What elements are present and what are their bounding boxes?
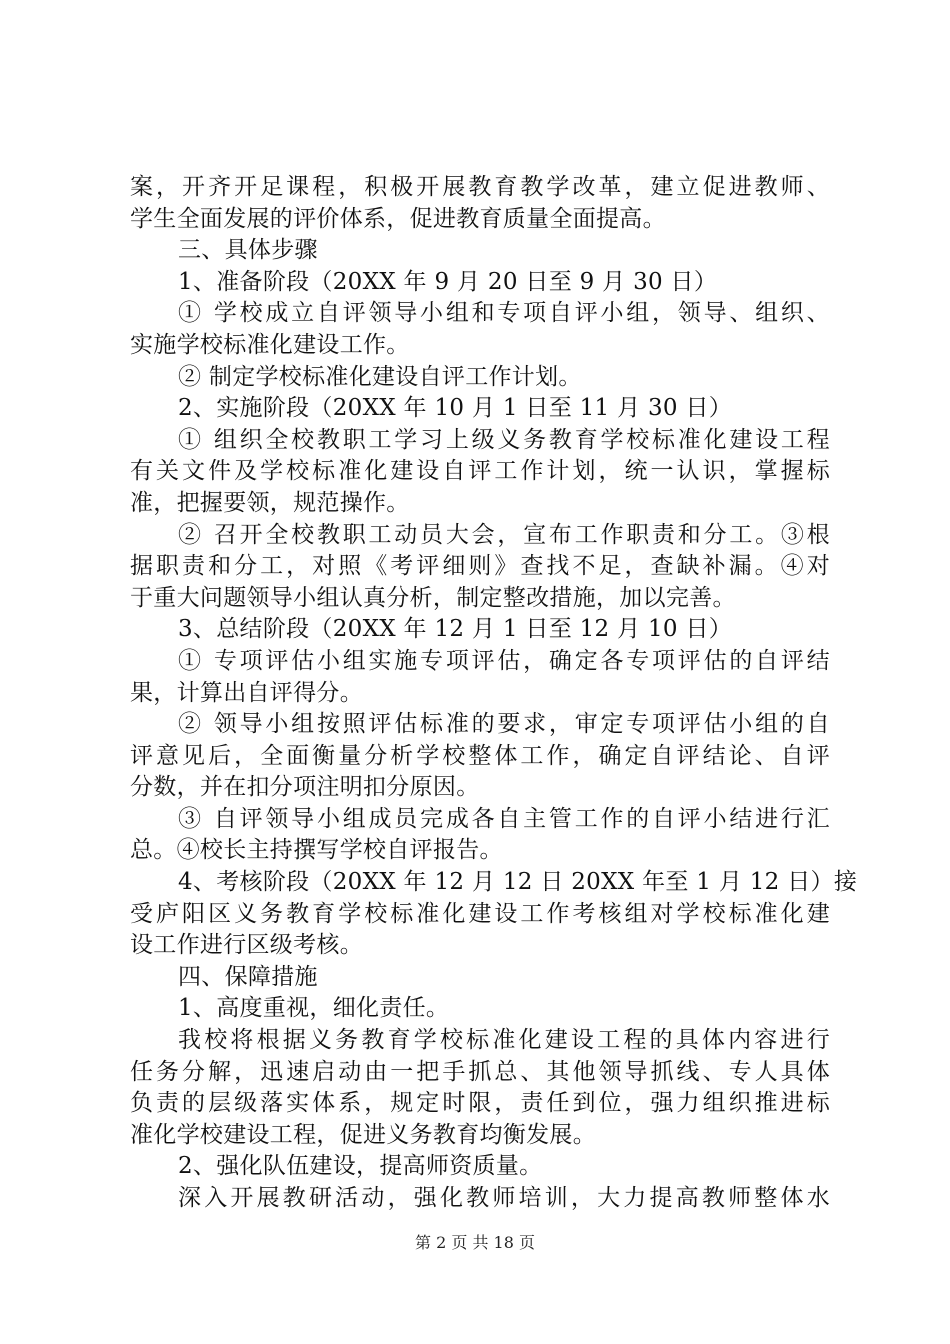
text-line: 四、保障措施 xyxy=(178,963,318,990)
text-line: 3、总结阶段（20XX 年 12 月 1 日至 12 月 10 日） xyxy=(178,616,733,643)
text-line: 2、强化队伍建设，提高师资质量。 xyxy=(178,1153,543,1180)
text-line: 有关文件及学校标准化建设自评工作计划，统一认识，掌握标 xyxy=(130,458,830,485)
text-line: 1、准备阶段（20XX 年 9 月 20 日至 9 月 30 日） xyxy=(178,268,718,295)
text-line: 案，开齐开足课程，积极开展教育教学改革，建立促进教师、 xyxy=(130,174,830,200)
text-line: 负责的层级落实体系，规定时限，责任到位，强力组织推进标 xyxy=(130,1090,830,1117)
text-line: 深入开展教研活动，强化教师培训，大力提高教师整体水 xyxy=(178,1185,830,1211)
text-line: 我校将根据义务教育学校标准化建设工程的具体内容进行 xyxy=(178,1027,830,1054)
text-line: 实施学校标准化建设工作。 xyxy=(130,331,410,358)
text-line: ② 领导小组按照评估标准的要求，审定专项评估小组的自 xyxy=(178,711,830,738)
text-line: 准化学校建设工程，促进义务教育均衡发展。 xyxy=(130,1121,596,1148)
text-line: ② 召开全校教职工动员大会，宣布工作职责和分工。③根 xyxy=(178,521,830,548)
text-line: ① 学校成立自评领导小组和专项自评小组，领导、组织、 xyxy=(178,300,830,327)
text-line: 1、高度重视，细化责任。 xyxy=(178,995,450,1022)
text-line: 据职责和分工，对照《考评细则》查找不足，查缺补漏。④对 xyxy=(130,553,830,580)
text-line: 三、具体步骤 xyxy=(178,237,318,264)
text-line: 设工作进行区级考核。 xyxy=(130,932,363,959)
text-line: 分数，并在扣分项注明扣分原因。 xyxy=(130,774,480,801)
text-line: 总。④校长主持撰写学校自评报告。 xyxy=(130,837,503,864)
text-line: 任务分解，迅速启动由一把手抓总、其他领导抓线、专人具体 xyxy=(130,1058,830,1085)
text-line: 果，计算出自评得分。 xyxy=(130,679,363,706)
text-line: 2、实施阶段（20XX 年 10 月 1 日至 11 月 30 日） xyxy=(178,395,733,422)
text-line: ③ 自评领导小组成员完成各自主管工作的自评小结进行汇 xyxy=(178,805,830,832)
document-body xyxy=(130,172,858,1215)
text-line: 受庐阳区义务教育学校标准化建设工作考核组对学校标准化建 xyxy=(130,900,830,927)
text-line: 准，把握要领，规范操作。 xyxy=(130,489,410,516)
text-line: 学生全面发展的评价体系，促进教育质量全面提高。 xyxy=(130,205,666,232)
text-line: 于重大问题领导小组认真分析，制定整改措施，加以完善。 xyxy=(130,584,736,611)
text-line: ① 专项评估小组实施专项评估，确定各专项评估的自评结 xyxy=(178,647,830,674)
text-line: ② 制定学校标准化建设自评工作计划。 xyxy=(178,363,582,390)
text-line: ① 组织全校教职工学习上级义务教育学校标准化建设工程 xyxy=(178,426,830,453)
text-line: 评意见后，全面衡量分析学校整体工作，确定自评结论、自评 xyxy=(130,742,830,769)
page-number-footer: 第 2 页 共 18 页 xyxy=(415,1233,535,1252)
text-line: 4、考核阶段（20XX 年 12 月 12 日 20XX 年至 1 月 12 日）接 xyxy=(178,869,858,896)
